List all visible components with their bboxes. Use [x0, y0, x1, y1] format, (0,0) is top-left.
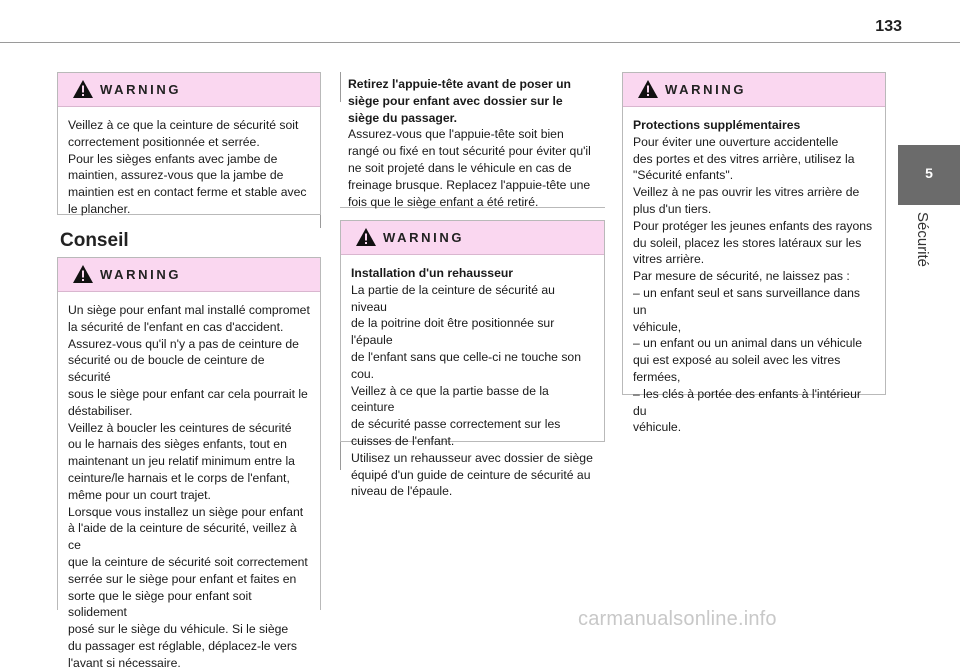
chapter-number: 5 — [925, 165, 933, 181]
text-line: des portes et des vitres arrière, utilisez la — [633, 151, 855, 166]
warning-box-child-seat — [57, 257, 321, 670]
text-line: maintenant un jeu relatif minimum entre la — [68, 454, 295, 469]
warning-triangle-icon — [72, 264, 94, 284]
warning-subtitle: Installation d'un rehausseur — [351, 266, 514, 280]
text-line-bold: Retirez l'appuie-tête avant de poser un — [348, 77, 571, 91]
watermark: carmanualsonline.info — [578, 608, 777, 630]
text-line: correctement positionnée et serrée. — [68, 134, 260, 149]
text-line: Utilisez un rehausseur avec dossier de siège — [351, 450, 593, 465]
text-line: plus d'un tiers. — [633, 201, 712, 216]
text-line: – un enfant seul et sans surveillance dans un — [633, 285, 860, 317]
warning-title: WARNING — [665, 82, 747, 97]
text-line: ceinture/le harnais et le corps de l'enfant, — [68, 470, 290, 485]
text-line: Pour éviter une ouverture accidentelle — [633, 134, 839, 149]
text-line: Veillez à ce que la ceinture de sécurité soit — [68, 118, 299, 132]
text-line: maintien, assurez-vous que la jambe de — [68, 168, 284, 183]
text-line: du passager est réglable, déplacez-le vers — [68, 638, 297, 653]
chapter-title: Sécurité — [914, 212, 931, 268]
warning-header — [623, 73, 885, 107]
text-line: sous le siège pour enfant car cela pourrait le — [68, 386, 308, 401]
text-line: Par mesure de sécurité, ne laissez pas : — [633, 269, 850, 284]
page-number: 133 — [875, 18, 902, 35]
text-line: équipé d'un guide de ceinture de sécurité au — [351, 467, 591, 482]
text-line-bold: siège pour enfant avec dossier sur le — [348, 93, 563, 108]
text-line: cuisses de l'enfant. — [351, 433, 455, 448]
text-line: déstabiliser. — [68, 403, 133, 418]
text-line: sécurité ou de boucle de ceinture de sécurité — [68, 353, 265, 385]
text-line: le plancher. — [68, 201, 131, 216]
text-line: l'avant si nécessaire. — [68, 655, 181, 670]
warning-box-protections — [622, 72, 886, 435]
text-line: qui est exposé au soleil avec les vitres — [633, 353, 841, 368]
text-line: Pour protéger les jeunes enfants des rayons — [633, 218, 873, 233]
text-line: "Sécurité enfants". — [633, 168, 734, 183]
warning-header — [341, 221, 604, 255]
text-line: Un siège pour enfant mal installé compromet — [68, 303, 310, 317]
text-line: cou. — [351, 366, 375, 381]
text-line: niveau de l'épaule. — [351, 484, 453, 499]
text-line: véhicule, — [633, 319, 682, 334]
text-line: vitres arrière. — [633, 252, 705, 267]
warning-triangle-icon — [637, 79, 659, 99]
text-line: freinage brusque. Replacez l'appuie-tête une — [348, 177, 591, 192]
text-line: sorte que le siège pour enfant soit solidement — [68, 588, 252, 620]
text-line: fermées, — [633, 369, 681, 384]
warning-box-booster — [340, 220, 605, 499]
text-line: que la ceinture de sécurité soit correctement — [68, 554, 308, 569]
text-line-bold: siège du passager. — [348, 110, 458, 125]
text-line: ne soit projeté dans le véhicule en cas de — [348, 160, 572, 175]
text-line: véhicule. — [633, 420, 682, 435]
text-line: à l'aide de la ceinture de sécurité, veillez à ce — [68, 521, 297, 553]
warning-triangle-icon — [355, 227, 377, 247]
text-line: Veillez à ce que la partie basse de la ceinture — [351, 383, 549, 415]
text-line: La partie de la ceinture de sécurité au niveau — [351, 282, 555, 314]
warning-header — [58, 73, 320, 107]
text-line: maintien est en contact ferme et stable avec — [68, 185, 307, 200]
warning-title: WARNING — [100, 82, 182, 97]
text-line: fois que le siège enfant a été retiré. — [348, 194, 539, 209]
warning-box-seatbelt — [57, 72, 321, 215]
warning-title: WARNING — [100, 267, 182, 282]
text-line: Lorsque vous installez un siège pour enfant — [68, 504, 304, 519]
column-rule — [340, 72, 341, 102]
text-line: de sécurité passe correctement sur les — [351, 417, 561, 432]
text-line: de la poitrine doit être positionnée sur l'épaule — [351, 316, 555, 348]
text-line: Veillez à boucler les ceintures de sécurité — [68, 420, 292, 435]
text-line: Pour les sièges enfants avec jambe de — [68, 151, 278, 166]
header-divider — [0, 42, 960, 43]
text-line: posé sur le siège du véhicule. Si le siège — [68, 622, 289, 637]
text-line: Assurez-vous que l'appuie-tête soit bien — [348, 127, 564, 142]
warning-subtitle: Protections supplémentaires — [633, 118, 801, 132]
text-line: – un enfant ou un animal dans un véhicule — [633, 336, 863, 351]
text-line: serrée sur le siège pour enfant et faites en — [68, 571, 297, 586]
text-line: de l'enfant sans que celle-ci ne touche son — [351, 349, 581, 364]
text-line: Assurez-vous qu'il n'y a pas de ceinture de — [68, 336, 299, 351]
warning-header — [58, 258, 320, 292]
text-line: du soleil, placez les stores latéraux sur les — [633, 235, 862, 250]
section-title: Conseil — [60, 230, 129, 251]
text-line: la sécurité de l'enfant en cas d'accident. — [68, 319, 284, 334]
warning-triangle-icon — [72, 79, 94, 99]
chapter-tab[interactable] — [898, 145, 960, 205]
warning-title: WARNING — [383, 230, 465, 245]
headrest-instructions — [348, 76, 603, 210]
text-line: même pour un court trajet. — [68, 487, 211, 502]
text-line: rangé ou fixé en tout sécurité pour éviter qu'il — [348, 144, 591, 159]
text-line: – les clés à portée des enfants à l'intérieur du — [633, 386, 861, 418]
text-line: ou le harnais des sièges enfants, tout en — [68, 437, 287, 452]
text-line: Veillez à ne pas ouvrir les vitres arrière de — [633, 185, 860, 200]
